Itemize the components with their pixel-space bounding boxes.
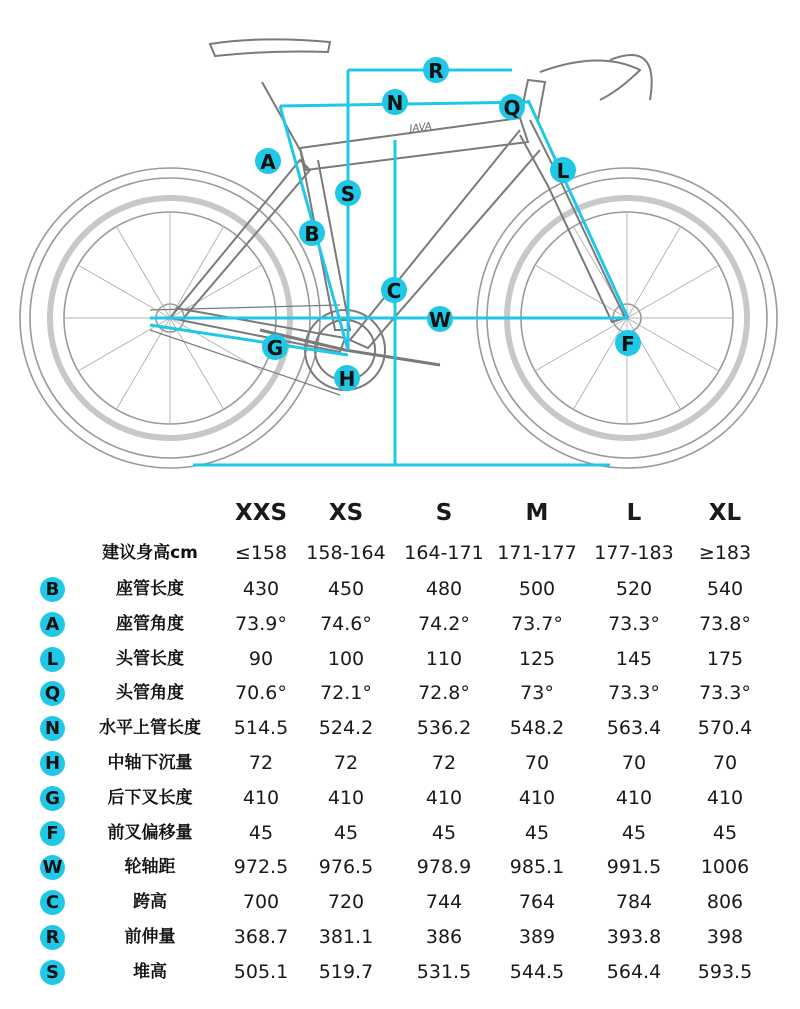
row-label: 前伸量 (124, 927, 176, 947)
table-cell: 410 (425, 786, 463, 809)
svg-text:A: A (260, 150, 276, 174)
table-cell: 74.2° (418, 612, 470, 635)
table-cell: 73.9° (235, 612, 287, 635)
marker-r (423, 57, 449, 83)
table-cell: 978.9 (416, 856, 472, 879)
table-cell: 505.1 (233, 960, 289, 983)
table-cell: 72 (248, 752, 274, 774)
table-cell: 976.5 (318, 856, 374, 879)
table-cell: 570.4 (697, 717, 753, 740)
table-cell: 90 (248, 647, 274, 670)
svg-text:C: C (386, 279, 402, 303)
bike-geometry-diagram (0, 0, 800, 480)
row-label: 水平上管长度 (99, 718, 201, 739)
table-cell: 410 (518, 786, 556, 809)
table-cell: 519.7 (318, 960, 374, 983)
size-header-row (0, 496, 800, 530)
letter-badge: F (40, 821, 65, 846)
table-row (0, 607, 800, 641)
row-label: 中轴下沉量 (107, 753, 193, 773)
svg-text:N: N (386, 91, 404, 115)
svg-text:L: L (556, 159, 570, 183)
table-cell: 45 (333, 821, 359, 844)
table-cell: 410 (706, 786, 744, 809)
geometry-markers (255, 57, 641, 391)
marker-b (299, 220, 325, 246)
table-row (0, 920, 800, 954)
svg-text:R: R (428, 59, 444, 83)
table-cell: 524.2 (318, 717, 374, 740)
size-header: M (525, 500, 549, 526)
table-cell: 72.8° (418, 682, 470, 705)
marker-l (550, 157, 576, 183)
table-cell: 410 (242, 786, 280, 809)
svg-text:S: S (340, 182, 356, 206)
row-label: 座管长度 (116, 579, 184, 599)
table-cell: 73.3° (608, 682, 660, 705)
table-cell: 125 (518, 647, 556, 670)
table-cell: ≥183 (698, 542, 752, 564)
table-cell: 45 (248, 821, 274, 844)
table-cell: 972.5 (233, 856, 289, 879)
table-cell: 514.5 (233, 717, 289, 740)
table-cell: 70 (712, 752, 738, 774)
table-cell: 806 (706, 891, 744, 914)
letter-badge: W (40, 855, 65, 880)
table-cell: 536.2 (416, 717, 472, 740)
table-cell: 480 (425, 578, 463, 600)
table-cell: 70 (621, 752, 647, 774)
table-cell: 563.4 (606, 717, 662, 740)
table-cell: 398 (706, 926, 744, 948)
svg-text:Q: Q (503, 96, 521, 120)
size-header: S (435, 500, 453, 526)
table-cell: 45 (712, 821, 738, 844)
table-cell: 544.5 (509, 960, 565, 983)
table-cell: 73.3° (608, 612, 660, 635)
svg-text:G: G (266, 336, 284, 360)
table-cell: 70 (524, 752, 550, 774)
marker-n (382, 89, 408, 115)
table-row (0, 955, 800, 989)
table-cell: 100 (327, 647, 365, 670)
table-cell: 389 (518, 926, 556, 948)
table-cell: 177-183 (594, 542, 674, 564)
table-cell: 520 (615, 578, 653, 600)
svg-text:W: W (428, 308, 452, 332)
table-cell: 784 (615, 891, 653, 914)
letter-badge: G (40, 786, 65, 811)
table-cell: 593.5 (697, 960, 753, 983)
table-cell: 73.7° (511, 612, 563, 635)
table-cell: 72.1° (320, 682, 372, 705)
table-cell: 164-171 (404, 542, 484, 564)
row-label: 头管角度 (116, 683, 184, 704)
row-label: 堆高 (133, 961, 167, 982)
table-row (0, 572, 800, 606)
table-cell: 764 (518, 891, 556, 914)
table-row (0, 816, 800, 850)
letter-badge: L (40, 647, 65, 672)
table-cell: 548.2 (509, 717, 565, 740)
marker-f (615, 330, 641, 356)
table-row (0, 746, 800, 780)
marker-s (335, 180, 361, 206)
marker-g (262, 334, 288, 360)
table-cell: 74.6° (320, 612, 372, 635)
table-cell: 991.5 (606, 856, 662, 879)
letter-badge: N (40, 716, 65, 741)
table-cell: 700 (242, 891, 280, 914)
table-cell: 450 (327, 578, 365, 600)
letter-badge: H (40, 751, 65, 776)
table-row (0, 676, 800, 710)
size-header: XL (708, 500, 742, 526)
table-row (0, 711, 800, 745)
row-label: 轮轴距 (124, 857, 176, 878)
table-row (0, 781, 800, 815)
size-header: XXS (234, 500, 288, 526)
table-cell: 175 (706, 647, 744, 670)
table-cell: 368.7 (233, 926, 289, 948)
table-cell: 410 (615, 786, 653, 809)
svg-text:H: H (338, 367, 356, 391)
table-cell: 73.3° (699, 682, 751, 705)
table-cell: 45 (524, 821, 550, 844)
table-row-height (0, 536, 800, 570)
table-cell: 393.8 (606, 926, 662, 948)
table-cell: 73° (520, 682, 554, 705)
marker-w (427, 306, 453, 332)
table-cell: 531.5 (416, 960, 472, 983)
svg-text:F: F (621, 332, 635, 356)
marker-a (255, 148, 281, 174)
table-cell: 386 (425, 926, 463, 948)
table-cell: 145 (615, 647, 653, 670)
table-cell: 564.4 (606, 960, 662, 983)
table-row (0, 885, 800, 919)
brand-logo: JAVA (408, 120, 433, 135)
row-label: 跨高 (133, 892, 167, 913)
table-cell: 985.1 (509, 856, 565, 879)
row-label: 建议身高cm (102, 543, 198, 563)
letter-badge: Q (40, 681, 65, 706)
table-row (0, 642, 800, 676)
table-cell: 410 (327, 786, 365, 809)
row-label: 后下叉长度 (107, 787, 193, 808)
table-cell: 540 (706, 578, 744, 600)
table-cell: 720 (327, 891, 365, 914)
size-header: XS (328, 500, 364, 526)
letter-badge: C (40, 890, 65, 915)
table-cell: 72 (333, 752, 359, 774)
table-cell: ≤158 (234, 542, 288, 564)
table-cell: 73.8° (699, 612, 751, 635)
table-cell: 1006 (700, 856, 750, 879)
table-cell: 381.1 (318, 926, 374, 948)
table-cell: 45 (431, 821, 457, 844)
letter-badge: R (40, 925, 65, 950)
table-cell: 45 (621, 821, 647, 844)
svg-text:B: B (304, 222, 320, 246)
table-cell: 72 (431, 752, 457, 774)
letter-badge: A (40, 612, 65, 637)
table-cell: 500 (518, 578, 556, 600)
letter-badge: S (40, 960, 65, 985)
table-cell: 158-164 (306, 542, 386, 564)
row-label: 座管角度 (116, 613, 184, 634)
row-label: 前叉偏移量 (107, 822, 193, 843)
table-cell: 110 (425, 647, 463, 670)
letter-badge: B (40, 577, 65, 602)
table-cell: 430 (242, 578, 280, 600)
table-cell: 171-177 (497, 542, 577, 564)
size-header: L (626, 500, 642, 526)
marker-q (499, 94, 525, 120)
table-cell: 70.6° (235, 682, 287, 705)
marker-c (381, 277, 407, 303)
table-cell: 744 (425, 891, 463, 914)
table-row (0, 850, 800, 884)
row-label: 头管长度 (116, 648, 184, 669)
marker-h (334, 365, 360, 391)
